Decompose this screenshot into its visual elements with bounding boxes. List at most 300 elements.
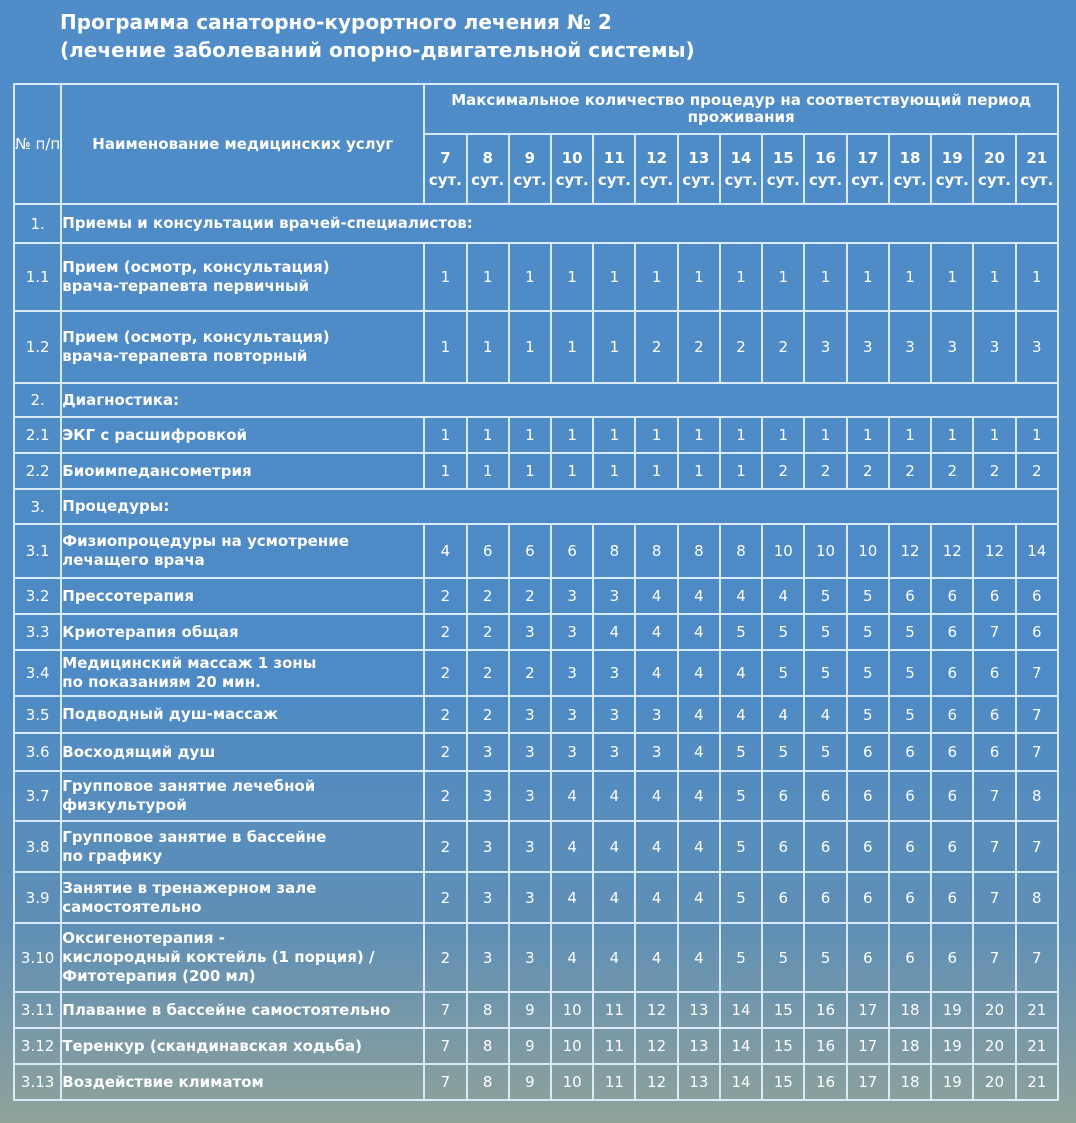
value-cell-day-13: 4 bbox=[678, 872, 720, 923]
value-cell-day-12: 12 bbox=[635, 992, 677, 1028]
section-row bbox=[14, 489, 1058, 524]
table-row bbox=[14, 311, 1058, 383]
value-cell-day-14: 1 bbox=[720, 243, 762, 311]
value-cell-day-8: 2 bbox=[467, 578, 509, 614]
day-unit: сут. bbox=[766, 171, 800, 189]
service-name: Занятие в тренажерном зале самостоятельно bbox=[61, 872, 424, 923]
value-cell-day-17: 3 bbox=[847, 311, 889, 383]
value-cell-day-16: 1 bbox=[804, 243, 846, 311]
value-cell-day-15: 6 bbox=[762, 821, 804, 872]
header-day-18 bbox=[889, 134, 931, 204]
value-cell-day-11: 4 bbox=[593, 923, 635, 992]
day-unit: сут. bbox=[555, 171, 589, 189]
value-cell-day-20: 20 bbox=[973, 992, 1015, 1028]
value-cell-day-9: 1 bbox=[509, 453, 551, 489]
value-cell-day-20: 2 bbox=[973, 453, 1015, 489]
value-cell-day-20: 7 bbox=[973, 872, 1015, 923]
value-cell-day-16: 5 bbox=[804, 733, 846, 771]
service-name: Биоимпедансометрия bbox=[61, 453, 424, 489]
service-name: Прием (осмотр, консультация) врача-терапевта первичный bbox=[61, 243, 424, 311]
value-cell-day-18: 6 bbox=[889, 872, 931, 923]
row-number: 3.11 bbox=[14, 992, 61, 1028]
service-name: Восходящий душ bbox=[61, 733, 424, 771]
table-row bbox=[14, 650, 1058, 696]
value-cell-day-7: 2 bbox=[424, 650, 466, 696]
value-cell-day-20: 3 bbox=[973, 311, 1015, 383]
value-cell-day-17: 6 bbox=[847, 821, 889, 872]
value-cell-day-18: 18 bbox=[889, 1064, 931, 1100]
value-cell-day-17: 10 bbox=[847, 524, 889, 578]
value-cell-day-17: 17 bbox=[847, 992, 889, 1028]
day-number: 11 bbox=[603, 149, 625, 167]
value-cell-day-21: 6 bbox=[1016, 578, 1058, 614]
value-cell-day-13: 4 bbox=[678, 821, 720, 872]
value-cell-day-18: 1 bbox=[889, 417, 931, 453]
value-cell-day-13: 1 bbox=[678, 243, 720, 311]
value-cell-day-16: 6 bbox=[804, 872, 846, 923]
day-unit: сут. bbox=[471, 171, 505, 189]
section-row bbox=[14, 204, 1058, 243]
value-cell-day-19: 1 bbox=[931, 417, 973, 453]
value-cell-day-12: 4 bbox=[635, 578, 677, 614]
value-cell-day-18: 18 bbox=[889, 1028, 931, 1064]
title-line-1: Программа санаторно-курортного лечения № 2 bbox=[60, 10, 612, 34]
value-cell-day-18: 1 bbox=[889, 243, 931, 311]
value-cell-day-21: 1 bbox=[1016, 243, 1058, 311]
value-cell-day-9: 9 bbox=[509, 992, 551, 1028]
value-cell-day-18: 6 bbox=[889, 733, 931, 771]
section-row bbox=[14, 383, 1058, 417]
service-name: Прессотерапия bbox=[61, 578, 424, 614]
value-cell-day-13: 13 bbox=[678, 1028, 720, 1064]
value-cell-day-18: 5 bbox=[889, 650, 931, 696]
value-cell-day-10: 1 bbox=[551, 453, 593, 489]
value-cell-day-14: 14 bbox=[720, 1028, 762, 1064]
procedures-table bbox=[13, 83, 1059, 1101]
day-number: 14 bbox=[730, 149, 752, 167]
value-cell-day-9: 1 bbox=[509, 243, 551, 311]
value-cell-day-17: 5 bbox=[847, 696, 889, 733]
value-cell-day-17: 2 bbox=[847, 453, 889, 489]
value-cell-day-10: 4 bbox=[551, 923, 593, 992]
value-cell-day-13: 1 bbox=[678, 417, 720, 453]
table-row bbox=[14, 872, 1058, 923]
service-name: Групповое занятие лечебной физкультурой bbox=[61, 771, 424, 821]
value-cell-day-10: 3 bbox=[551, 733, 593, 771]
value-cell-day-17: 6 bbox=[847, 771, 889, 821]
value-cell-day-21: 21 bbox=[1016, 1064, 1058, 1100]
service-name: Криотерапия общая bbox=[61, 614, 424, 650]
value-cell-day-14: 5 bbox=[720, 872, 762, 923]
value-cell-day-9: 3 bbox=[509, 771, 551, 821]
value-cell-day-18: 6 bbox=[889, 578, 931, 614]
value-cell-day-13: 4 bbox=[678, 614, 720, 650]
day-unit: сут. bbox=[640, 171, 674, 189]
value-cell-day-19: 6 bbox=[931, 578, 973, 614]
value-cell-day-7: 7 bbox=[424, 1064, 466, 1100]
value-cell-day-15: 15 bbox=[762, 1064, 804, 1100]
row-number: 2.1 bbox=[14, 417, 61, 453]
value-cell-day-8: 8 bbox=[467, 1064, 509, 1100]
service-name: Групповое занятие в бассейне по графику bbox=[61, 821, 424, 872]
value-cell-day-16: 6 bbox=[804, 821, 846, 872]
header-day-16 bbox=[804, 134, 846, 204]
value-cell-day-7: 7 bbox=[424, 992, 466, 1028]
value-cell-day-16: 5 bbox=[804, 650, 846, 696]
day-unit: сут. bbox=[682, 171, 716, 189]
value-cell-day-9: 3 bbox=[509, 872, 551, 923]
value-cell-day-20: 6 bbox=[973, 733, 1015, 771]
value-cell-day-19: 6 bbox=[931, 733, 973, 771]
value-cell-day-21: 3 bbox=[1016, 311, 1058, 383]
value-cell-day-11: 1 bbox=[593, 417, 635, 453]
value-cell-day-12: 12 bbox=[635, 1064, 677, 1100]
value-cell-day-12: 8 bbox=[635, 524, 677, 578]
table-row bbox=[14, 243, 1058, 311]
value-cell-day-21: 7 bbox=[1016, 696, 1058, 733]
row-number: 1.2 bbox=[14, 311, 61, 383]
row-number: 3.6 bbox=[14, 733, 61, 771]
header-day-11 bbox=[593, 134, 635, 204]
value-cell-day-7: 2 bbox=[424, 821, 466, 872]
value-cell-day-11: 11 bbox=[593, 1064, 635, 1100]
value-cell-day-17: 6 bbox=[847, 923, 889, 992]
value-cell-day-15: 4 bbox=[762, 578, 804, 614]
value-cell-day-16: 5 bbox=[804, 923, 846, 992]
value-cell-day-11: 3 bbox=[593, 696, 635, 733]
value-cell-day-16: 5 bbox=[804, 578, 846, 614]
value-cell-day-16: 5 bbox=[804, 614, 846, 650]
value-cell-day-7: 2 bbox=[424, 696, 466, 733]
value-cell-day-13: 4 bbox=[678, 771, 720, 821]
value-cell-day-10: 4 bbox=[551, 821, 593, 872]
value-cell-day-9: 3 bbox=[509, 733, 551, 771]
day-number: 7 bbox=[440, 149, 451, 167]
value-cell-day-20: 1 bbox=[973, 417, 1015, 453]
value-cell-day-13: 8 bbox=[678, 524, 720, 578]
day-unit: сут. bbox=[597, 171, 631, 189]
row-number: 3.8 bbox=[14, 821, 61, 872]
value-cell-day-14: 8 bbox=[720, 524, 762, 578]
header-num: № п/п bbox=[14, 84, 61, 204]
value-cell-day-18: 18 bbox=[889, 992, 931, 1028]
value-cell-day-12: 1 bbox=[635, 243, 677, 311]
value-cell-day-17: 1 bbox=[847, 243, 889, 311]
value-cell-day-9: 3 bbox=[509, 696, 551, 733]
row-number: 3. bbox=[14, 489, 61, 524]
value-cell-day-9: 3 bbox=[509, 614, 551, 650]
value-cell-day-14: 5 bbox=[720, 614, 762, 650]
value-cell-day-7: 2 bbox=[424, 578, 466, 614]
value-cell-day-20: 7 bbox=[973, 771, 1015, 821]
service-name: Оксигенотерапия - кислородный коктейль (1 порция) / Фитотерапия (200 мл) bbox=[61, 923, 424, 992]
value-cell-day-20: 7 bbox=[973, 821, 1015, 872]
value-cell-day-16: 3 bbox=[804, 311, 846, 383]
value-cell-day-18: 12 bbox=[889, 524, 931, 578]
day-unit: сут. bbox=[428, 171, 462, 189]
value-cell-day-17: 6 bbox=[847, 733, 889, 771]
header-max: Максимальное количество процедур на соответствующий период проживания bbox=[424, 84, 1058, 134]
value-cell-day-12: 4 bbox=[635, 923, 677, 992]
value-cell-day-19: 6 bbox=[931, 923, 973, 992]
title-line-2: (лечение заболеваний опорно-двигательной системы) bbox=[60, 38, 695, 62]
header-day-9 bbox=[509, 134, 551, 204]
value-cell-day-16: 16 bbox=[804, 1064, 846, 1100]
row-number: 2. bbox=[14, 383, 61, 417]
value-cell-day-15: 6 bbox=[762, 872, 804, 923]
row-number: 2.2 bbox=[14, 453, 61, 489]
value-cell-day-10: 10 bbox=[551, 992, 593, 1028]
value-cell-day-14: 4 bbox=[720, 696, 762, 733]
header-day-8 bbox=[467, 134, 509, 204]
value-cell-day-19: 6 bbox=[931, 872, 973, 923]
header-day-7 bbox=[424, 134, 466, 204]
value-cell-day-21: 14 bbox=[1016, 524, 1058, 578]
value-cell-day-8: 2 bbox=[467, 650, 509, 696]
value-cell-day-10: 3 bbox=[551, 614, 593, 650]
value-cell-day-21: 21 bbox=[1016, 1028, 1058, 1064]
value-cell-day-13: 13 bbox=[678, 992, 720, 1028]
value-cell-day-8: 3 bbox=[467, 821, 509, 872]
row-number: 3.2 bbox=[14, 578, 61, 614]
value-cell-day-19: 1 bbox=[931, 243, 973, 311]
value-cell-day-9: 9 bbox=[509, 1028, 551, 1064]
value-cell-day-7: 7 bbox=[424, 1028, 466, 1064]
table-row bbox=[14, 1064, 1058, 1100]
value-cell-day-10: 3 bbox=[551, 578, 593, 614]
value-cell-day-16: 1 bbox=[804, 417, 846, 453]
value-cell-day-20: 6 bbox=[973, 696, 1015, 733]
value-cell-day-8: 3 bbox=[467, 872, 509, 923]
value-cell-day-18: 6 bbox=[889, 821, 931, 872]
value-cell-day-11: 4 bbox=[593, 614, 635, 650]
value-cell-day-7: 2 bbox=[424, 771, 466, 821]
value-cell-day-18: 6 bbox=[889, 771, 931, 821]
value-cell-day-11: 11 bbox=[593, 992, 635, 1028]
table-row bbox=[14, 578, 1058, 614]
value-cell-day-14: 5 bbox=[720, 923, 762, 992]
service-name: Подводный душ-массаж bbox=[61, 696, 424, 733]
value-cell-day-16: 2 bbox=[804, 453, 846, 489]
value-cell-day-18: 2 bbox=[889, 453, 931, 489]
value-cell-day-17: 1 bbox=[847, 417, 889, 453]
value-cell-day-10: 10 bbox=[551, 1064, 593, 1100]
day-number: 18 bbox=[899, 149, 921, 167]
value-cell-day-21: 7 bbox=[1016, 650, 1058, 696]
value-cell-day-15: 5 bbox=[762, 733, 804, 771]
day-number: 12 bbox=[646, 149, 668, 167]
value-cell-day-17: 5 bbox=[847, 650, 889, 696]
day-unit: сут. bbox=[851, 171, 885, 189]
header-day-14 bbox=[720, 134, 762, 204]
value-cell-day-11: 3 bbox=[593, 578, 635, 614]
value-cell-day-9: 3 bbox=[509, 821, 551, 872]
value-cell-day-15: 2 bbox=[762, 453, 804, 489]
value-cell-day-21: 2 bbox=[1016, 453, 1058, 489]
value-cell-day-10: 6 bbox=[551, 524, 593, 578]
table-row bbox=[14, 1028, 1058, 1064]
value-cell-day-20: 6 bbox=[973, 650, 1015, 696]
value-cell-day-7: 1 bbox=[424, 453, 466, 489]
day-number: 9 bbox=[524, 149, 536, 167]
section-title: Диагностика: bbox=[61, 383, 1058, 417]
day-number: 10 bbox=[561, 149, 583, 167]
value-cell-day-7: 1 bbox=[424, 417, 466, 453]
service-name: Медицинский массаж 1 зоны по показаниям 20 мин. bbox=[61, 650, 424, 696]
value-cell-day-11: 1 bbox=[593, 243, 635, 311]
value-cell-day-19: 6 bbox=[931, 771, 973, 821]
value-cell-day-13: 1 bbox=[678, 453, 720, 489]
value-cell-day-14: 4 bbox=[720, 650, 762, 696]
header-day-19 bbox=[931, 134, 973, 204]
value-cell-day-8: 3 bbox=[467, 733, 509, 771]
value-cell-day-8: 2 bbox=[467, 696, 509, 733]
value-cell-day-18: 5 bbox=[889, 696, 931, 733]
value-cell-day-8: 3 bbox=[467, 771, 509, 821]
day-unit: сут. bbox=[724, 171, 758, 189]
day-number: 17 bbox=[857, 149, 879, 167]
row-number: 1. bbox=[14, 204, 61, 243]
value-cell-day-12: 1 bbox=[635, 417, 677, 453]
value-cell-day-15: 4 bbox=[762, 696, 804, 733]
row-number: 3.10 bbox=[14, 923, 61, 992]
table-row bbox=[14, 771, 1058, 821]
value-cell-day-8: 8 bbox=[467, 1028, 509, 1064]
value-cell-day-14: 5 bbox=[720, 821, 762, 872]
header-day-17 bbox=[847, 134, 889, 204]
value-cell-day-21: 6 bbox=[1016, 614, 1058, 650]
value-cell-day-9: 2 bbox=[509, 578, 551, 614]
value-cell-day-14: 2 bbox=[720, 311, 762, 383]
value-cell-day-9: 1 bbox=[509, 311, 551, 383]
value-cell-day-17: 5 bbox=[847, 578, 889, 614]
row-number: 3.5 bbox=[14, 696, 61, 733]
value-cell-day-11: 4 bbox=[593, 872, 635, 923]
service-name: Плавание в бассейне самостоятельно bbox=[61, 992, 424, 1028]
table-row bbox=[14, 992, 1058, 1028]
value-cell-day-8: 1 bbox=[467, 453, 509, 489]
value-cell-day-15: 5 bbox=[762, 923, 804, 992]
table-row bbox=[14, 417, 1058, 453]
value-cell-day-20: 7 bbox=[973, 923, 1015, 992]
value-cell-day-19: 12 bbox=[931, 524, 973, 578]
day-unit: сут. bbox=[935, 171, 969, 189]
value-cell-day-12: 4 bbox=[635, 614, 677, 650]
header-row-1 bbox=[14, 84, 1058, 134]
value-cell-day-10: 1 bbox=[551, 243, 593, 311]
day-number: 19 bbox=[941, 149, 963, 167]
value-cell-day-14: 1 bbox=[720, 453, 762, 489]
value-cell-day-20: 12 bbox=[973, 524, 1015, 578]
day-number: 16 bbox=[815, 149, 836, 167]
table-row bbox=[14, 923, 1058, 992]
value-cell-day-8: 2 bbox=[467, 614, 509, 650]
value-cell-day-12: 3 bbox=[635, 733, 677, 771]
value-cell-day-18: 5 bbox=[889, 614, 931, 650]
value-cell-day-14: 5 bbox=[720, 771, 762, 821]
value-cell-day-12: 3 bbox=[635, 696, 677, 733]
value-cell-day-14: 4 bbox=[720, 578, 762, 614]
value-cell-day-12: 1 bbox=[635, 453, 677, 489]
value-cell-day-10: 4 bbox=[551, 771, 593, 821]
value-cell-day-13: 13 bbox=[678, 1064, 720, 1100]
value-cell-day-13: 4 bbox=[678, 733, 720, 771]
row-number: 3.7 bbox=[14, 771, 61, 821]
value-cell-day-20: 20 bbox=[973, 1064, 1015, 1100]
value-cell-day-21: 7 bbox=[1016, 733, 1058, 771]
day-unit: сут. bbox=[1020, 171, 1054, 189]
service-name: ЭКГ с расшифровкой bbox=[61, 417, 424, 453]
value-cell-day-8: 6 bbox=[467, 524, 509, 578]
value-cell-day-13: 2 bbox=[678, 311, 720, 383]
value-cell-day-16: 6 bbox=[804, 771, 846, 821]
value-cell-day-8: 1 bbox=[467, 417, 509, 453]
row-number: 3.4 bbox=[14, 650, 61, 696]
value-cell-day-15: 1 bbox=[762, 243, 804, 311]
value-cell-day-21: 7 bbox=[1016, 923, 1058, 992]
value-cell-day-7: 2 bbox=[424, 733, 466, 771]
value-cell-day-17: 5 bbox=[847, 614, 889, 650]
value-cell-day-19: 19 bbox=[931, 992, 973, 1028]
day-unit: сут. bbox=[893, 171, 927, 189]
value-cell-day-7: 2 bbox=[424, 614, 466, 650]
value-cell-day-15: 15 bbox=[762, 992, 804, 1028]
value-cell-day-11: 4 bbox=[593, 771, 635, 821]
header-day-10 bbox=[551, 134, 593, 204]
table-row bbox=[14, 614, 1058, 650]
value-cell-day-15: 5 bbox=[762, 650, 804, 696]
row-number: 3.3 bbox=[14, 614, 61, 650]
table-row bbox=[14, 453, 1058, 489]
value-cell-day-15: 10 bbox=[762, 524, 804, 578]
value-cell-day-15: 1 bbox=[762, 417, 804, 453]
service-name: Прием (осмотр, консультация) врача-терапевта повторный bbox=[61, 311, 424, 383]
value-cell-day-8: 1 bbox=[467, 243, 509, 311]
value-cell-day-15: 2 bbox=[762, 311, 804, 383]
value-cell-day-11: 11 bbox=[593, 1028, 635, 1064]
day-number: 15 bbox=[772, 149, 794, 167]
value-cell-day-16: 16 bbox=[804, 992, 846, 1028]
value-cell-day-8: 1 bbox=[467, 311, 509, 383]
day-number: 20 bbox=[984, 149, 1005, 167]
value-cell-day-14: 14 bbox=[720, 992, 762, 1028]
value-cell-day-18: 6 bbox=[889, 923, 931, 992]
value-cell-day-20: 6 bbox=[973, 578, 1015, 614]
value-cell-day-10: 3 bbox=[551, 696, 593, 733]
value-cell-day-12: 12 bbox=[635, 1028, 677, 1064]
value-cell-day-12: 4 bbox=[635, 872, 677, 923]
value-cell-day-11: 3 bbox=[593, 733, 635, 771]
value-cell-day-11: 4 bbox=[593, 821, 635, 872]
value-cell-day-16: 16 bbox=[804, 1028, 846, 1064]
day-unit: сут. bbox=[513, 171, 547, 189]
value-cell-day-17: 6 bbox=[847, 872, 889, 923]
value-cell-day-17: 17 bbox=[847, 1064, 889, 1100]
value-cell-day-10: 1 bbox=[551, 311, 593, 383]
value-cell-day-15: 6 bbox=[762, 771, 804, 821]
row-number: 3.12 bbox=[14, 1028, 61, 1064]
header-name: Наименование медицинских услуг bbox=[61, 84, 424, 204]
value-cell-day-9: 9 bbox=[509, 1064, 551, 1100]
value-cell-day-10: 3 bbox=[551, 650, 593, 696]
row-number: 1.1 bbox=[14, 243, 61, 311]
header-day-20 bbox=[973, 134, 1015, 204]
value-cell-day-21: 7 bbox=[1016, 821, 1058, 872]
day-unit: сут. bbox=[809, 171, 843, 189]
value-cell-day-8: 8 bbox=[467, 992, 509, 1028]
table-row bbox=[14, 821, 1058, 872]
day-unit: сут. bbox=[977, 171, 1011, 189]
